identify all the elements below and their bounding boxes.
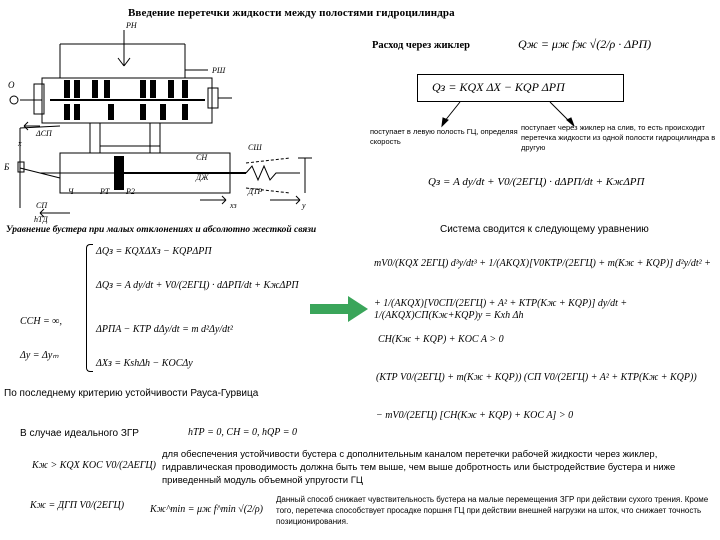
hydraulic-diagram <box>0 18 340 228</box>
eq-6: ΔXз = KshΔh − KOCΔy <box>96 358 193 369</box>
eq-4: ΔPПA − KТР dΔy/dt = m d²Δy/dt² <box>96 324 233 335</box>
formula-flow: Qж = μж fж √(2/ρ · ΔPП) <box>518 37 652 51</box>
flow-label: Расход через жиклер <box>372 40 470 51</box>
right-eq-3: CH(Kж + KQP) + KOC A > 0 <box>378 334 504 345</box>
label-dtr: ДТР <box>248 187 263 196</box>
ideal-heading: В случае идеального ЗГР <box>20 428 139 439</box>
note-left: поступает в левую полость ГЦ, определяя скорость <box>370 127 518 146</box>
formula-q: Qз = KQX ΔX − KQP ΔPП <box>432 80 565 94</box>
label-psh: PШ <box>212 66 226 75</box>
label-ph: PH <box>126 21 137 30</box>
stability-heading: По последнему критерию устойчивости Рауса-Гурвица <box>4 388 259 399</box>
ideal-formula-2: Kж = ДГП V0/(2EГЦ) <box>30 500 125 511</box>
page-title: Введение перетечки жидкости между полостями гидроцилиндра <box>128 7 455 19</box>
ideal-text: для обеспечения устойчивости бустера с дополнительным каналом перетечки рабочей жидкости через жиклер, гидравлическая проводимость должна быть тем выше, чем выше добротность или быстродействие бустера и ниже приведенный модуль объемной упругости ГЦ <box>162 449 676 486</box>
eq-3: CCH = ∞, <box>20 316 62 327</box>
label-dzh: ДЖ <box>196 173 209 182</box>
label-y: y <box>302 201 306 210</box>
formula-q3: Qз = A dy/dt + V0/(2EГЦ) · dΔPП/dt + KжΔPП <box>428 176 645 188</box>
eq-1: ΔQз = KQXΔXз − KQPΔPП <box>96 246 212 257</box>
label-ch: Ч <box>68 187 74 196</box>
booster-heading: Уравнение бустера при малых отклонениях и абсолютно жесткой связи <box>6 225 317 235</box>
right-equation <box>374 244 718 354</box>
label-htd: hТД <box>34 215 48 224</box>
system-heading: Система сводится к следующему уравнению <box>440 224 649 235</box>
hurwitz-1: (KТР V0/(2EГЦ) + m(Kж + KQP)) (CП V0/(2EГЦ) + A² + KТР(Kж + KQP)) <box>376 372 697 383</box>
label-x: x <box>18 139 22 148</box>
eq-2: ΔQз = A dy/dt + V0/(2EГЦ) · dΔPП/dt + KжΔPП <box>96 280 299 291</box>
label-b: Б <box>4 162 10 172</box>
formula-q-box <box>417 74 624 102</box>
green-arrow-icon <box>310 296 370 322</box>
label-csh: CШ <box>248 143 262 152</box>
label-p2: P2 <box>126 187 135 196</box>
label-pt: PТ <box>100 187 110 196</box>
hurwitz-2: − mV0/(2EГЦ) [CH(Kж + KQP) + KOC A] > 0 <box>376 410 574 421</box>
right-eq-2: + 1/(AKQX)[V0CП/(2EГЦ) + A² + KТР(Kж + KQP)] dy/dt + 1/(AKQX)CП(Kж+KQP)y = Kxh Δh <box>374 298 628 321</box>
right-eq-1: mV0/(KQX 2EГЦ) d³y/dt³ + 1/(AKQX)[V0KТР/(2EГЦ) + m(Kж + KQP)] d²y/dt² + <box>374 258 711 269</box>
label-sp: СП <box>36 201 48 210</box>
bottom-text: Данный способ снижает чувствительность бустера на малые перемещения ЗГР при действии сухого трения. Кроме того, перетечка способствует просадке поршня ГЦ при действии внешней нагрузки на шток, что снижает точность позиционирования. <box>276 495 709 526</box>
ideal-condition: hТР = 0, CH = 0, hQP = 0 <box>188 427 297 438</box>
label-dsp: ΔСП <box>36 129 52 138</box>
label-cn: CН <box>196 153 208 162</box>
label-xz: xз <box>230 201 237 210</box>
left-system <box>20 244 320 374</box>
ideal-formula-3: Kж^min = μж f^min √(2/ρ) <box>150 504 263 515</box>
ideal-formula-1: Kж > KQX KOC V0/(2AEГЦ) <box>32 460 156 471</box>
system-brace <box>86 244 93 372</box>
label-o: О <box>8 80 15 90</box>
eq-5: Δy = Δyₘ <box>20 350 59 361</box>
note-right: поступает через жиклер на слив, то есть происходит перетечка жидкости из одной полости гидроцилиндра в другую <box>521 123 716 152</box>
